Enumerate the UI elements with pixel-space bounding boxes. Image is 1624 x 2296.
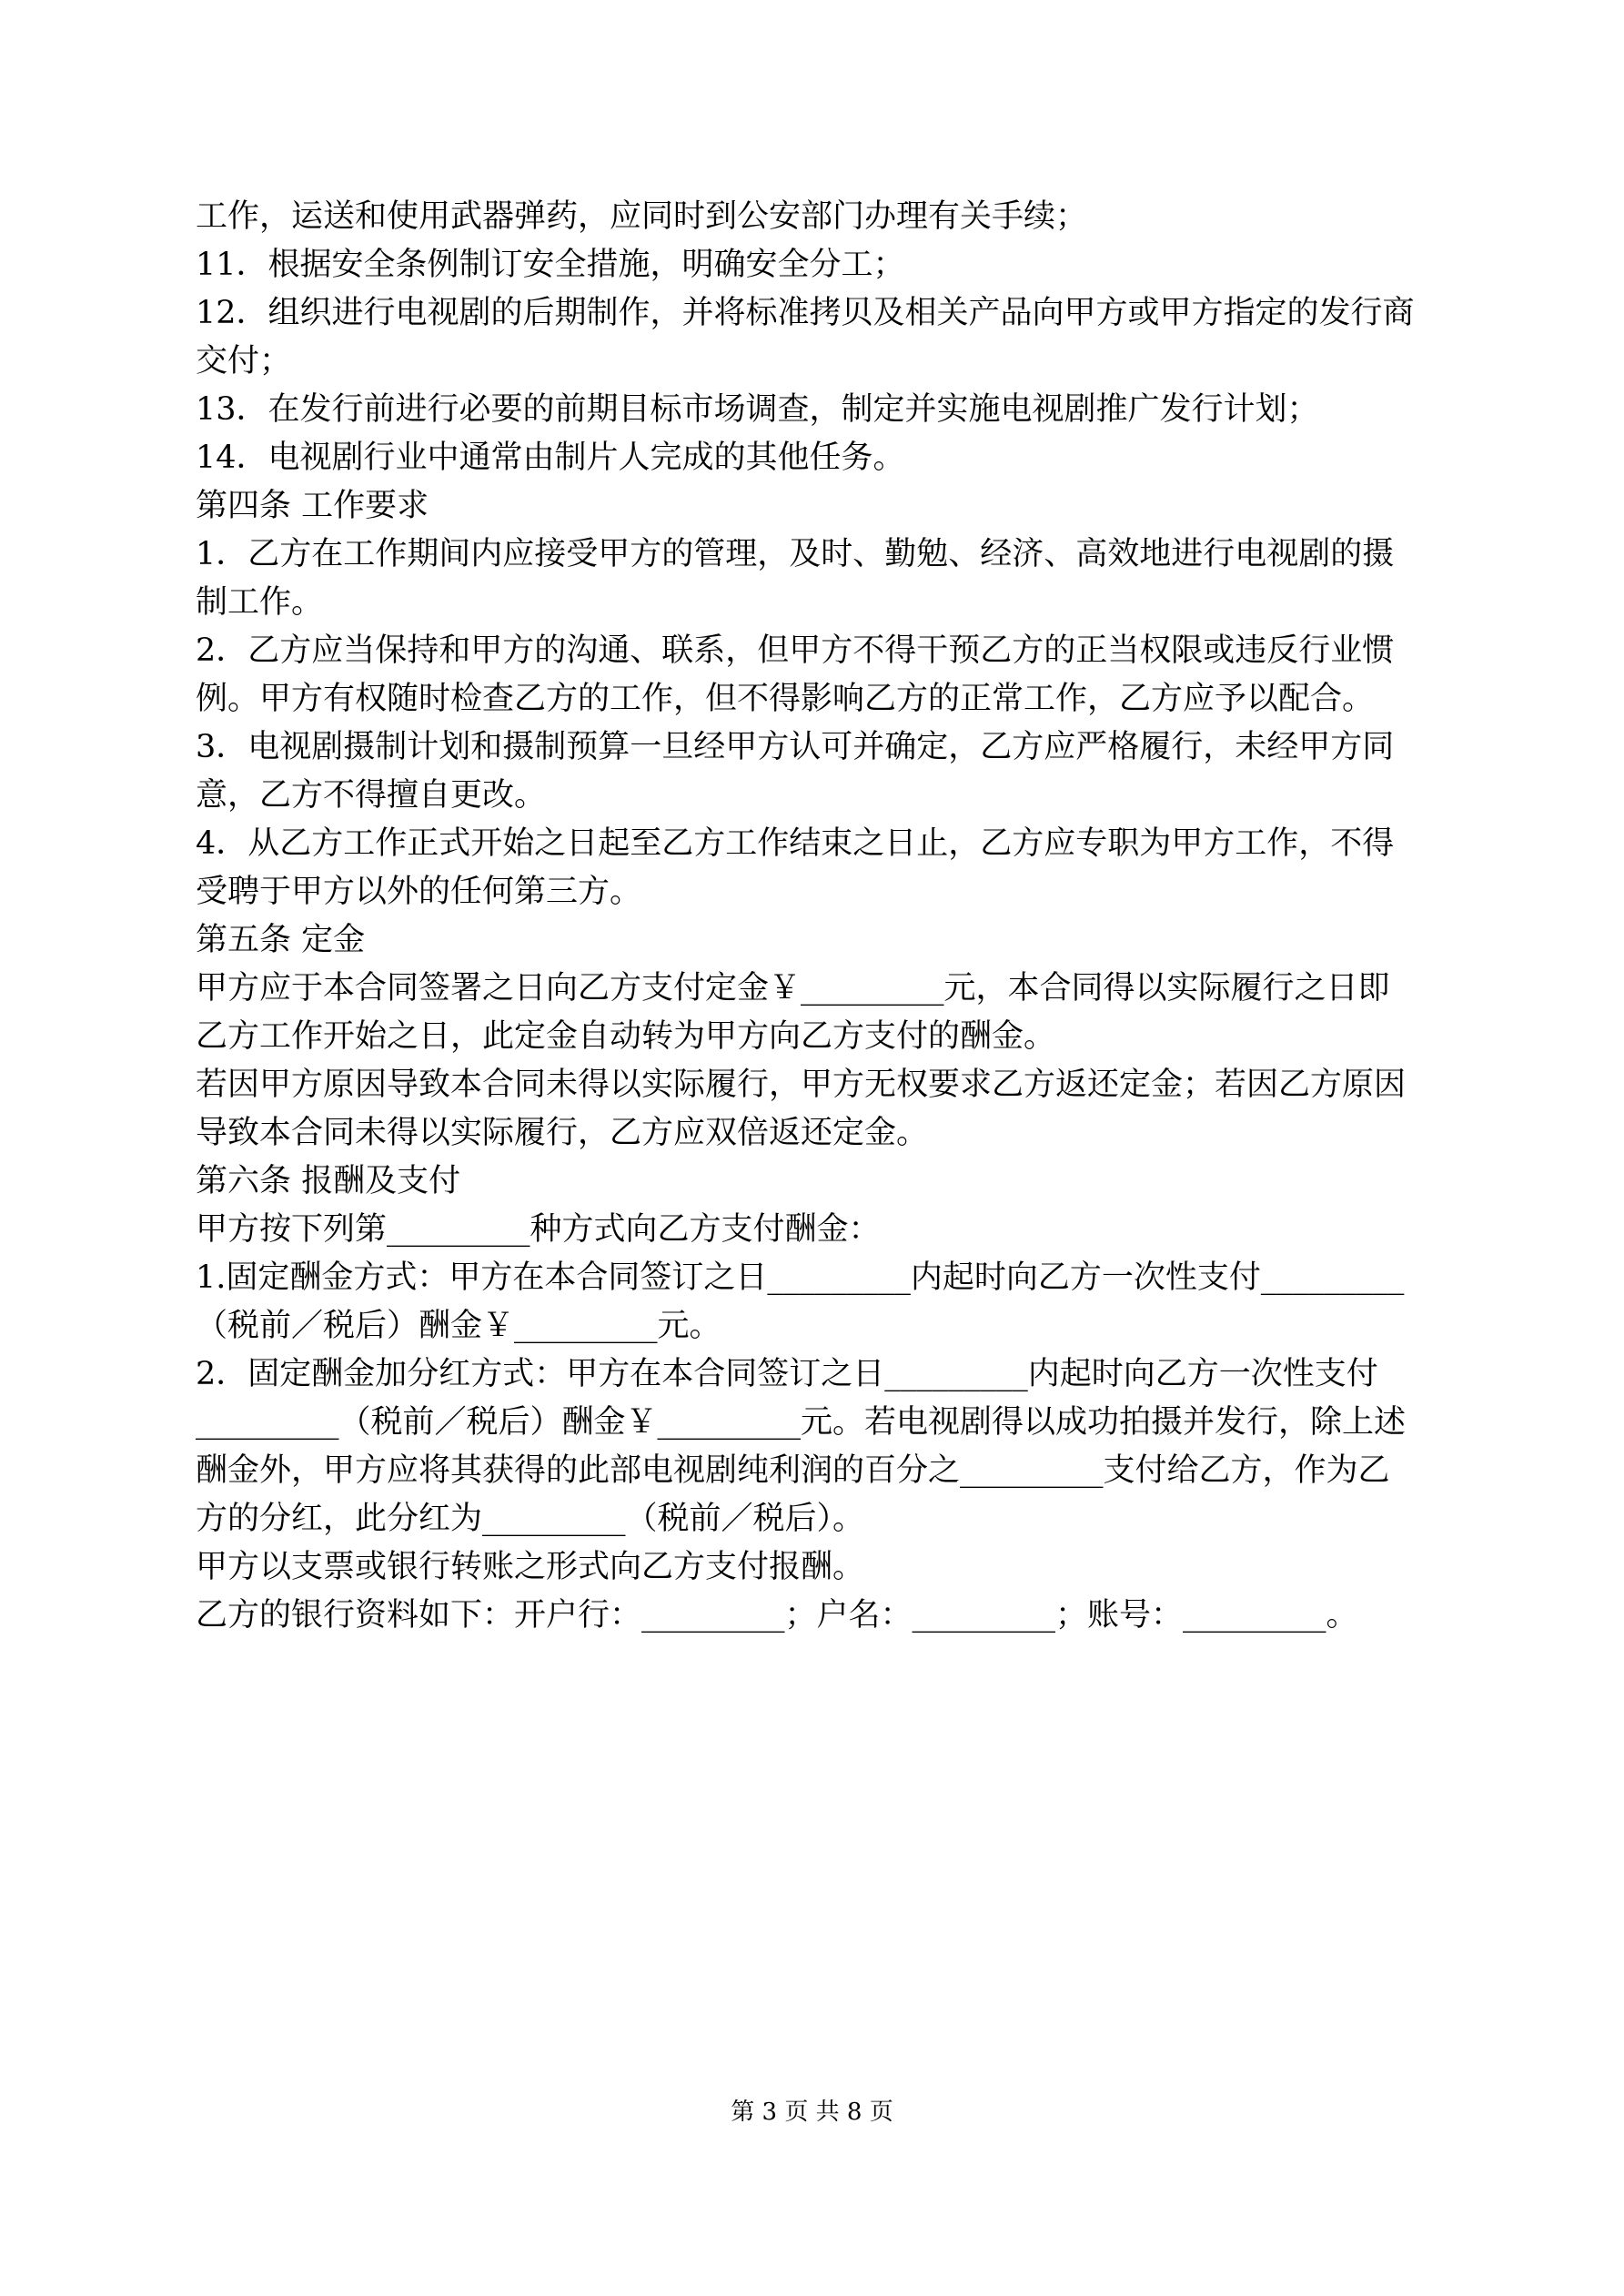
section-heading-article-4: 第四条 工作要求 bbox=[196, 488, 429, 524]
document-body bbox=[196, 193, 1433, 1640]
text-line: 2．固定酬金加分红方式：甲方在本合同签订之日_________内起时向乙方一次性支付 bbox=[196, 1356, 1378, 1392]
text-line: 乙方的银行资料如下：开户行：_________；户名：_________；账号：_________。 bbox=[196, 1597, 1358, 1633]
text-line: 12．组织进行电视剧的后期制作，并将标准拷贝及相关产品向甲方或甲方指定的发行商 bbox=[196, 295, 1415, 331]
text-line: 甲方应于本合同签署之日向乙方支付定金￥_________元，本合同得以实际履行之日即 bbox=[196, 970, 1390, 1006]
section-heading-article-5: 第五条 定金 bbox=[196, 922, 366, 958]
text-line: 受聘于甲方以外的任何第三方。 bbox=[196, 874, 642, 910]
text-line: 2．乙方应当保持和甲方的沟通、联系，但甲方不得干预乙方的正当权限或违反行业惯 bbox=[196, 632, 1395, 669]
text-line: 制工作。 bbox=[196, 584, 324, 621]
text-line: 方的分红，此分红为_________（税前／税后）。 bbox=[196, 1501, 865, 1537]
text-line: 1．乙方在工作期间内应接受甲方的管理，及时、勤勉、经济、高效地进行电视剧的摄 bbox=[196, 536, 1395, 572]
text-line: 导致本合同未得以实际履行，乙方应双倍返还定金。 bbox=[196, 1115, 929, 1151]
text-line: 甲方按下列第_________种方式向乙方支付酬金： bbox=[196, 1211, 881, 1248]
text-line: _________（税前／税后）酬金￥_________元。若电视剧得以成功拍摄并发行，除上述 bbox=[196, 1404, 1407, 1441]
text-line: 工作，运送和使用武器弹药，应同时到公安部门办理有关手续； bbox=[196, 198, 1088, 235]
text-line: 甲方以支票或银行转账之形式向乙方支付报酬。 bbox=[196, 1549, 865, 1585]
text-line: 1.固定酬金方式：甲方在本合同签订之日_________内起时向乙方一次性支付_________ bbox=[196, 1259, 1405, 1296]
text-line: 酬金外，甲方应将其获得的此部电视剧纯利润的百分之_________支付给乙方，作为乙 bbox=[196, 1452, 1390, 1489]
text-line: 4．从乙方工作正式开始之日起至乙方工作结束之日止，乙方应专职为甲方工作，不得 bbox=[196, 825, 1395, 862]
text-line: 14．电视剧行业中通常由制片人完成的其他任务。 bbox=[196, 440, 905, 476]
section-heading-article-6: 第六条 报酬及支付 bbox=[196, 1163, 461, 1199]
text-line: 乙方工作开始之日，此定金自动转为甲方向乙方支付的酬金。 bbox=[196, 1018, 1056, 1055]
text-line: 3．电视剧摄制计划和摄制预算一旦经甲方认可并确定，乙方应严格履行，未经甲方同 bbox=[196, 729, 1395, 765]
text-line: 交付； bbox=[196, 343, 292, 379]
text-line: 13．在发行前进行必要的前期目标市场调查，制定并实施电视剧推广发行计划； bbox=[196, 391, 1319, 428]
text-line: 若因甲方原因导致本合同未得以实际履行，甲方无权要求乙方返还定金；若因乙方原因 bbox=[196, 1067, 1407, 1103]
text-line: 意，乙方不得擅自更改。 bbox=[196, 777, 547, 814]
text-line: 例。甲方有权随时检查乙方的工作，但不得影响乙方的正常工作，乙方应予以配合。 bbox=[196, 681, 1375, 717]
text-line: （税前／税后）酬金￥_________元。 bbox=[196, 1308, 721, 1344]
text-line: 11．根据安全条例制订安全措施，明确安全分工； bbox=[196, 247, 905, 283]
page-number-footer: 第 3 页 共 8 页 bbox=[731, 2099, 893, 2126]
